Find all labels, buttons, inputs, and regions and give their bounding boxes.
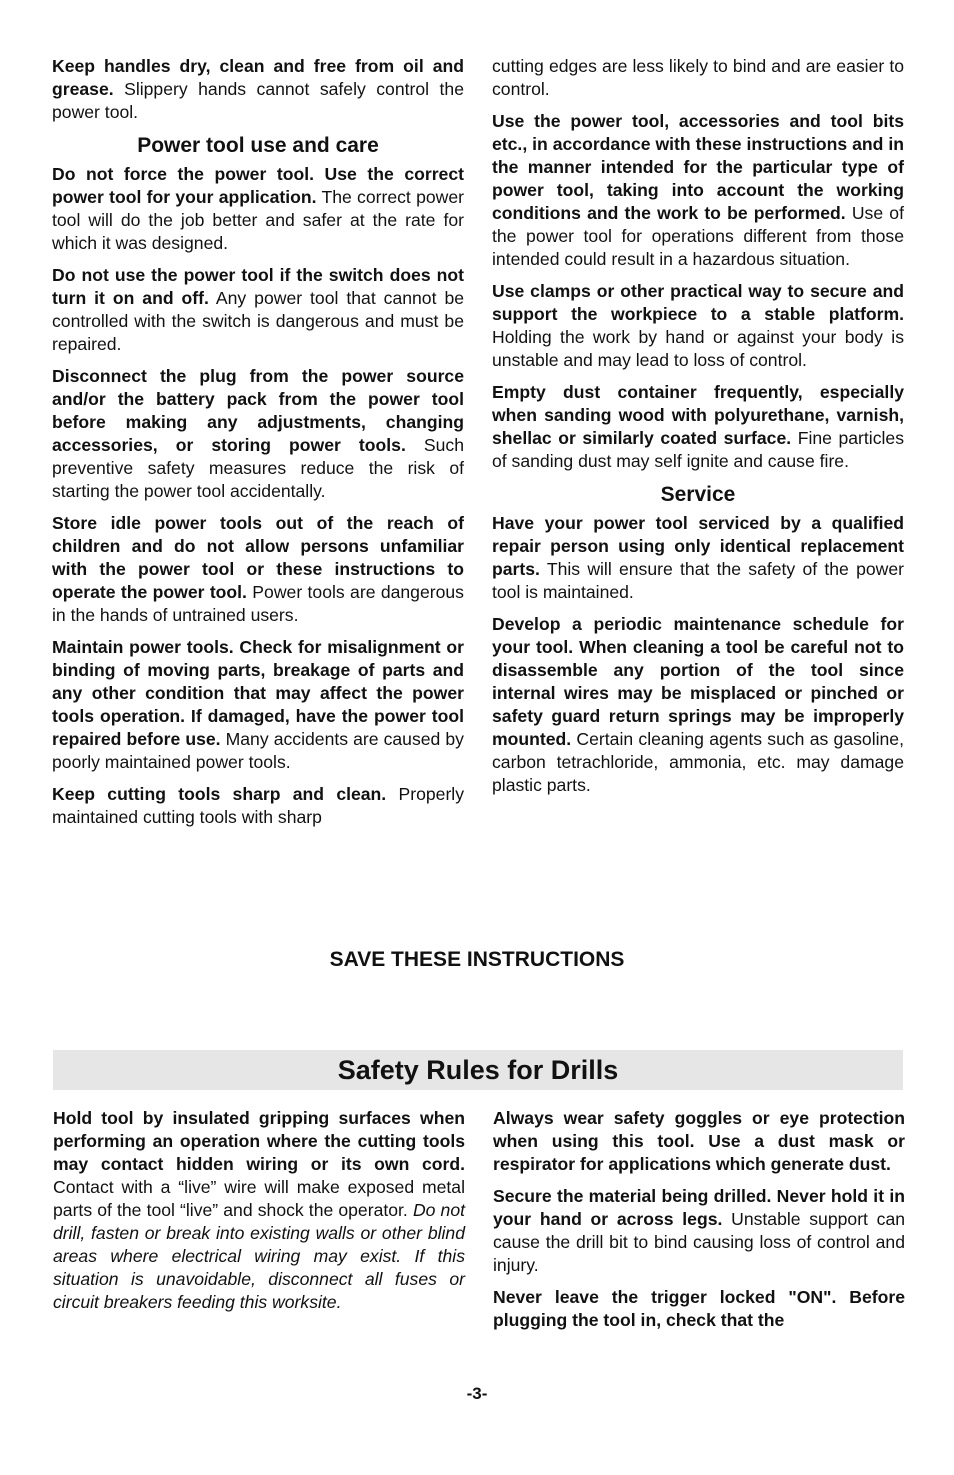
drills-safety-banner: Safety Rules for Drills: [53, 1050, 903, 1090]
paragraph: Develop a periodic maintenance schedule for your tool. When cleaning a tool be careful not to disassemble any portion of the tool since internal wires may be misplaced or pinched or safety guard return springs may be improperly mounted. Certain cleaning agents such as gasoline, carbon tetrachloride, ammonia, etc. may damage plastic parts.: [492, 614, 904, 795]
paragraph: Never leave the trigger locked "ON". Before plugging the tool in, check that the: [493, 1287, 905, 1330]
paragraph: Empty dust container frequently, especially when sanding wood with polyurethane, varnish, shellac or similarly coated surface. Fine particles of sanding dust may self ignite and cause fire.: [492, 382, 904, 471]
paragraph: Use clamps or other practical way to secure and support the workpiece to a stable platform. Holding the work by hand or against your body is unstable and may lead to loss of control.: [492, 281, 904, 370]
top-right-column: [492, 55, 904, 806]
section-heading-use-care: Power tool use and care: [137, 134, 379, 157]
section-heading-service: Service: [660, 483, 736, 506]
paragraph: Do not force the power tool. Use the correct power tool for your application. The correct power tool will do the job better and safer at the rate for which it was designed.: [52, 164, 464, 253]
paragraph: Keep handles dry, clean and free from oil and grease. Slippery hands cannot safely control the power tool.: [52, 56, 464, 122]
paragraph: Use the power tool, accessories and tool bits etc., in accordance with these instructions and in the manner intended for the particular type of power tool, taking into account the working conditions and the work to be performed. Use of the power tool for operations different from those intended could result in a hazardous situation.: [492, 111, 904, 269]
paragraph: Have your power tool serviced by a qualified repair person using only identical replacement parts. This will ensure that the safety of the power tool is maintained.: [492, 513, 904, 602]
bottom-right-column: [493, 1107, 905, 1341]
page-number: -3-: [466, 1384, 488, 1403]
paragraph: Do not use the power tool if the switch does not turn it on and off. Any power tool that cannot be controlled with the switch is dangerous and must be repaired.: [52, 265, 465, 354]
paragraph: Keep cutting tools sharp and clean. Properly maintained cutting tools with sharp: [52, 784, 465, 827]
paragraph: Maintain power tools. Check for misalignment or binding of moving parts, breakage of parts and any other condition that may affect the power tools operation. If damaged, have the power tool repaired before use. Many accidents are caused by poorly maintained power tools.: [52, 637, 464, 772]
paragraph: Always wear safety goggles or eye protection when using this tool. Use a dust mask or respirator for applications which generate dust.: [493, 1108, 905, 1174]
paragraph: Hold tool by insulated gripping surfaces when performing an operation where the cutting tools may contact hidden wiring or its own cord. Contact with a “live” wire will make exposed metal parts of the tool “live” and shock the operator. Do not drill, fasten or break into existing walls or other blind areas where electrical wiring may exist. If this situation is unavoidable, disconnect all fuses or circuit breakers feeding this worksite.: [53, 1108, 465, 1312]
top-left-column: [52, 55, 464, 838]
paragraph: Disconnect the plug from the power source and/or the battery pack from the power tool before making any adjustments, changing accessories, or storing power tools. Such preventive safety measures reduce the risk of starting the power tool accidentally.: [52, 366, 464, 501]
paragraph: Store idle power tools out of the reach of children and do not allow persons unfamiliar with the power tool or these instructions to operate the power tool. Power tools are dangerous in the hands of untrained users.: [52, 513, 464, 625]
bottom-left-column: [53, 1107, 465, 1323]
save-instructions-heading: SAVE THESE INSTRUCTIONS: [329, 948, 625, 971]
paragraph: Secure the material being drilled. Never hold it in your hand or across legs. Unstable support can cause the drill bit to bind causing loss of control and injury.: [493, 1186, 906, 1275]
paragraph: cutting edges are less likely to bind and are easier to control.: [492, 56, 904, 99]
